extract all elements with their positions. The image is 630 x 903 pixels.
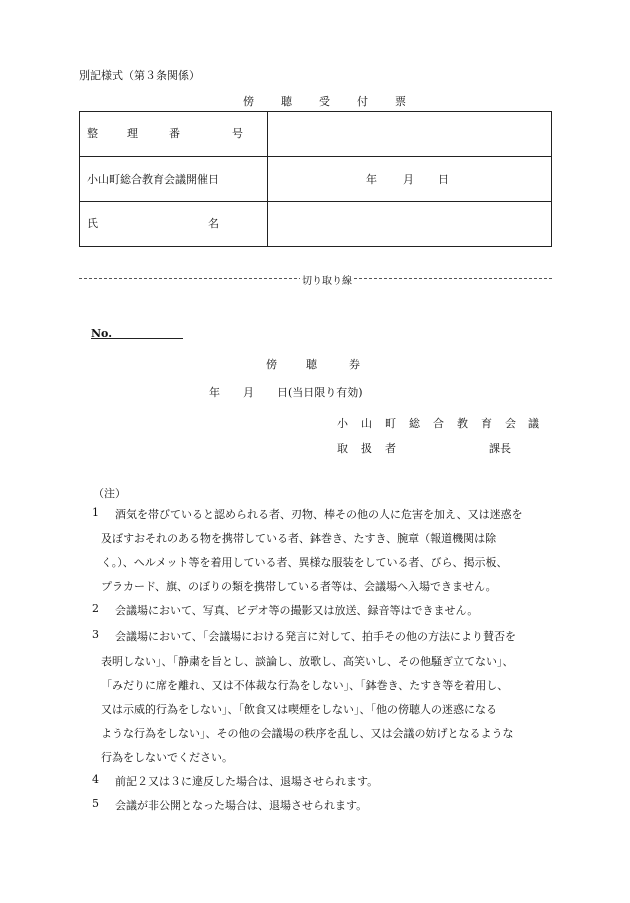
issuer-char: 教: [457, 417, 468, 430]
handler-char: 取: [337, 442, 348, 455]
receipt-table: [79, 111, 552, 247]
issuer-char: 総: [409, 417, 420, 430]
note-num: 3: [92, 628, 99, 641]
note-line: 会議場において、「会議場における発言に対して、拍手その他の方法により賛否を: [115, 630, 517, 643]
note-line: ような行為をしない」、その他の会議場の秩序を乱し、又は会議の妨げとなるような: [101, 727, 514, 740]
note-line: 表明しない」、「静粛を旨とし、談論し、放歌し、高笑いし、その他騒ぎ立てない」、: [101, 655, 514, 668]
label-char: 理: [127, 126, 138, 140]
meeting-date-label: 小山町総合教育会議開催日: [80, 157, 268, 202]
note-num: 4: [92, 773, 99, 786]
receipt-title-char: 受: [319, 95, 330, 108]
date-month: 月: [243, 386, 254, 399]
ticket-title-char: 傍: [266, 358, 277, 371]
name-field[interactable]: [268, 202, 552, 247]
note-line: 行為をしないでください。: [101, 751, 233, 764]
meeting-date-field[interactable]: [268, 157, 552, 202]
note-num: 2: [92, 602, 99, 615]
note-line: 会議場において、写真、ビデオ等の撮影又は放送、録音等はできません。: [115, 604, 479, 617]
note-num: 5: [92, 797, 99, 810]
handler-char: 者: [385, 442, 396, 455]
form-header: 別記様式（第３条関係）: [79, 69, 200, 82]
handler-char: 扱: [361, 442, 372, 455]
date-char: 月: [403, 173, 414, 186]
ticket-number-line: [91, 338, 183, 339]
note-num: 1: [92, 506, 99, 519]
issuer-char: 会: [505, 417, 516, 430]
issuer-char: 町: [385, 417, 396, 430]
note-line: 及ぼすおそれのある物を携帯している者、鉢巻き、たすき、腕章（報道機関は除: [101, 532, 497, 545]
table-row: [80, 202, 552, 247]
label-char: 氏: [87, 216, 98, 230]
ticket-title-char: 券: [349, 358, 360, 371]
receipt-title-char: 票: [395, 95, 406, 108]
label-char: 整: [87, 126, 98, 140]
cut-line-label: 切り取り線: [302, 276, 352, 287]
notes-heading: （注）: [93, 487, 126, 500]
name-label: [80, 202, 268, 247]
issuer-char: 合: [433, 417, 444, 430]
receipt-title-char: 付: [357, 95, 368, 108]
note-line: く。）、ヘルメット等を着用している者、異様な服装をしている者、びら、掲示板、: [101, 556, 508, 569]
issuer-char: 小: [337, 417, 348, 430]
note-line: プラカード、旗、のぼりの類を携帯している者等は、会議場へ入場できません。: [101, 580, 497, 593]
serial-number-label: [80, 112, 268, 157]
label-char: 番: [169, 126, 180, 140]
table-row: [80, 112, 552, 157]
ticket-number-label: No.: [91, 327, 113, 340]
label-char: 号: [232, 126, 243, 140]
date-day-validity: 日(当日限り有効): [277, 386, 363, 399]
note-line: 会議が非公開となった場合は、退場させられます。: [115, 799, 368, 812]
note-line: 前記２又は３に違反した場合は、退場させられます。: [115, 775, 379, 788]
table-row: [80, 157, 552, 202]
receipt-title-char: 傍: [243, 95, 254, 108]
label-char: 名: [208, 216, 219, 230]
issuer-char: 育: [481, 417, 492, 430]
note-line: 酒気を帯びていると認められる者、刃物、棒その他の人に危害を加え、又は迷惑を: [115, 508, 523, 521]
handler-title: 課長: [489, 442, 511, 455]
issuer-char: 山: [361, 417, 372, 430]
receipt-title-char: 聴: [281, 95, 292, 108]
date-year: 年: [209, 386, 220, 399]
date-char: 日: [438, 173, 449, 186]
note-line: 「みだりに席を離れ、又は不体裁な行為をしない」、「鉢巻き、たすき等を着用し、: [101, 679, 509, 692]
serial-number-field[interactable]: [268, 112, 552, 157]
date-char: 年: [366, 173, 377, 186]
ticket-title-char: 聴: [306, 358, 317, 371]
note-line: 又は示威的行為をしない」、「飲食又は喫煙をしない」、「他の傍聴人の迷惑になる: [101, 703, 497, 716]
issuer-char: 議: [528, 417, 539, 430]
